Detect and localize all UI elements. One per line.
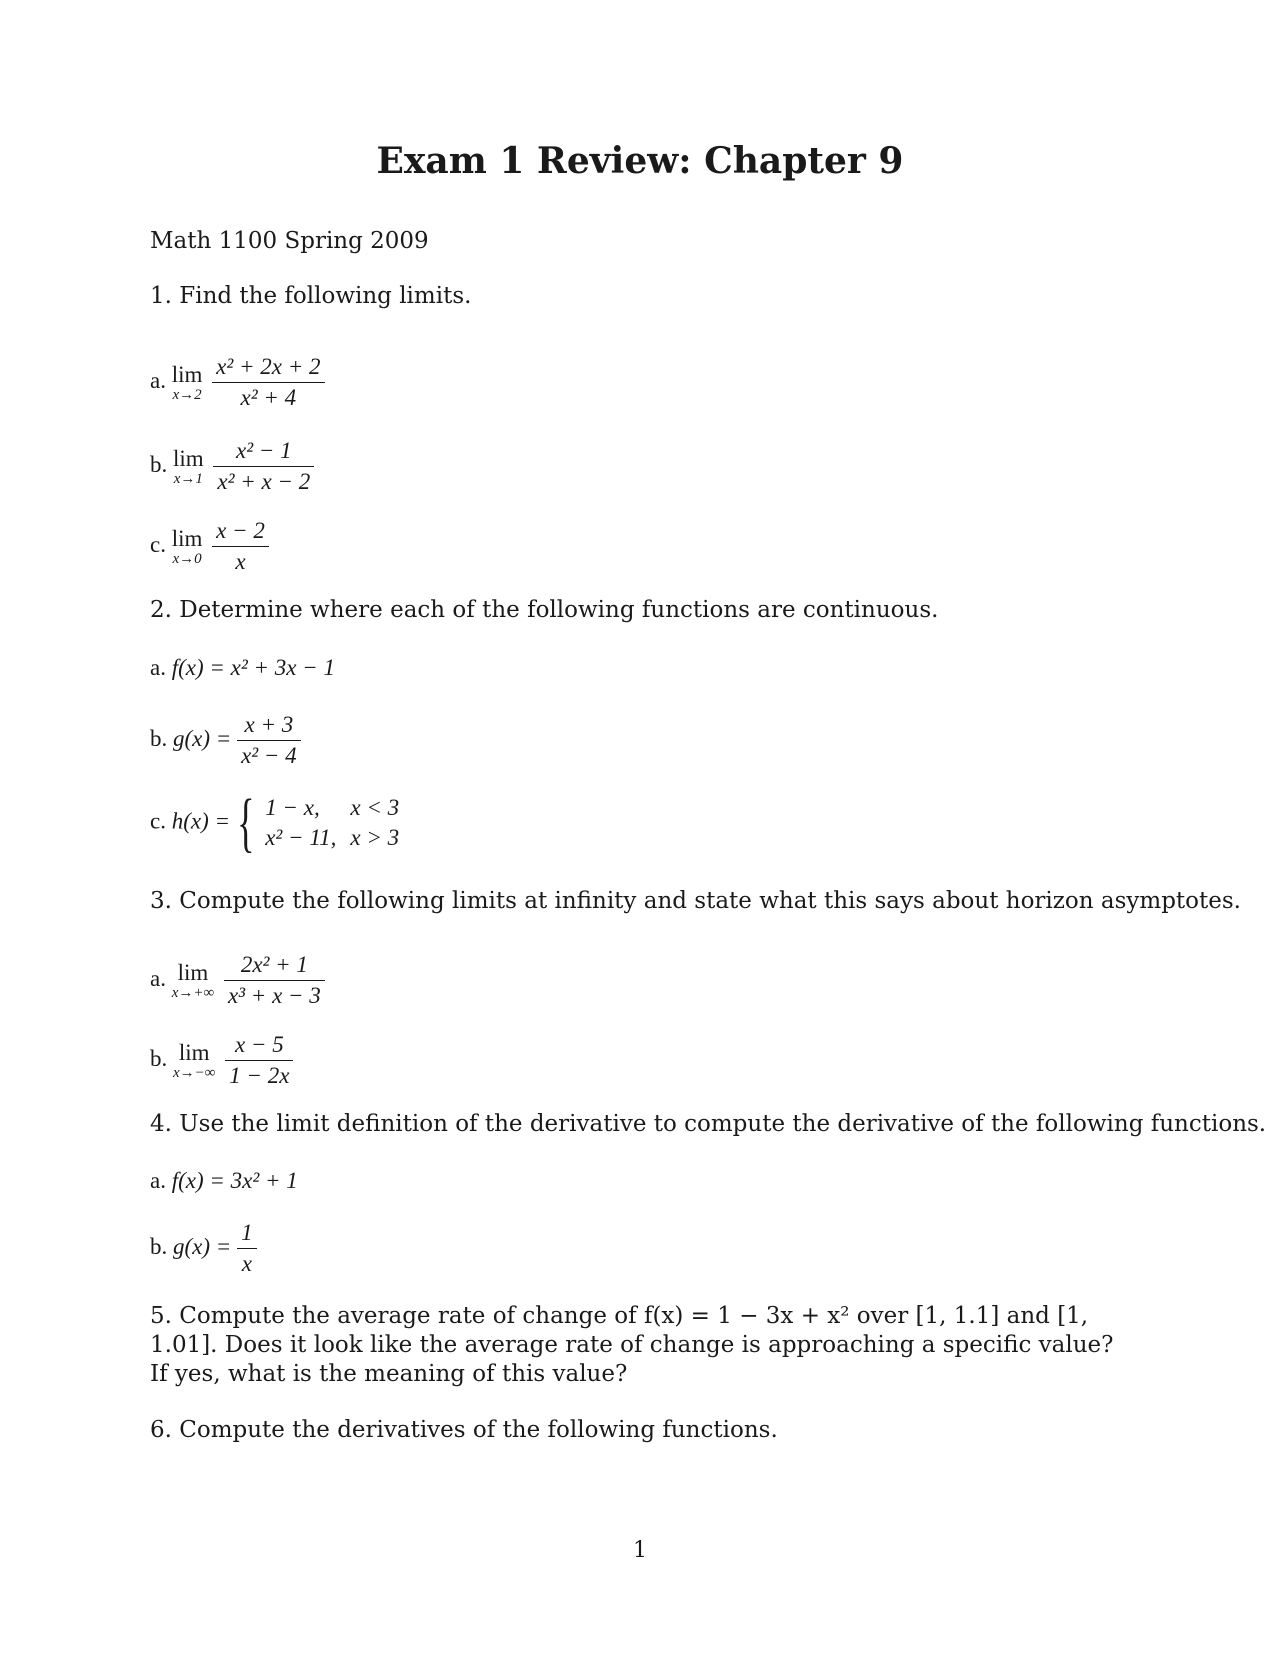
q1b-fraction (213, 436, 314, 497)
q3b-fraction (225, 1030, 293, 1091)
q4b-denominator: x (241, 1251, 252, 1276)
q1c-label: c. (150, 531, 166, 557)
q1c-denominator: x (235, 549, 246, 574)
q4b-fraction (237, 1218, 257, 1279)
q4b-lhs: g(x) = (173, 1233, 238, 1259)
q4a-rhs: 3x² + 1 (230, 1168, 298, 1193)
q1b-limit: lim x→1 (173, 445, 204, 487)
q1c-numerator: x − 2 (212, 516, 269, 547)
q2c-label: c. (150, 808, 166, 834)
q3-prompt: 3. Compute the following limits at infinity and state what this says about horizon asymptotes. (150, 888, 1241, 914)
q3a-item (150, 950, 325, 1011)
q2c-case2-cond: x > 3 (350, 825, 400, 850)
q2b-lhs: g(x) = (173, 725, 238, 751)
q1b-item (150, 436, 314, 497)
q1a-label: a. (150, 367, 166, 393)
q3a-denominator: x³ + x − 3 (227, 983, 321, 1008)
q3b-denominator: 1 − 2x (229, 1063, 290, 1088)
q1a-denominator: x² + 4 (240, 385, 297, 410)
page-title: Exam 1 Review: Chapter 9 (376, 140, 904, 182)
q2c-case1-expr: 1 − x, (265, 795, 320, 820)
q4b-item (150, 1218, 257, 1279)
q2b-item (150, 710, 301, 771)
q2b-label: b. (150, 725, 168, 751)
q1c-fraction (212, 516, 269, 577)
q1b-label: b. (150, 451, 168, 477)
q1c-limit: lim x→0 (171, 525, 203, 567)
q3b-item (150, 1030, 293, 1091)
q5-text: 5. Compute the average rate of change of f(x) = 1 − 3x + x² over [1, 1.1] and [1, 1.01]. Does it look like the average rate of change is approaching a specific value? If yes, what is the meaning of this value? (150, 1303, 1114, 1387)
q2a-lhs: f(x) = (171, 655, 231, 680)
q2c-item (150, 786, 409, 859)
q2c-lhs: h(x) = (171, 808, 236, 834)
q3b-numerator: x − 5 (225, 1030, 293, 1061)
q2-prompt: 2. Determine where each of the following functions are continuous. (150, 597, 939, 623)
q4a-lhs: f(x) = (171, 1168, 231, 1193)
q1b-denominator: x² + x − 2 (217, 469, 311, 494)
q2b-numerator: x + 3 (237, 710, 301, 741)
q3a-label: a. (150, 965, 166, 991)
q1b-numerator: x² − 1 (213, 436, 314, 467)
course-info: Math 1100 Spring 2009 (150, 228, 429, 254)
q1a-limit: lim x→2 (171, 361, 203, 403)
q2b-denominator: x² − 4 (241, 743, 297, 768)
q4a-label: a. (150, 1168, 166, 1193)
q1a-numerator: x² + 2x + 2 (212, 352, 324, 383)
q2a-item (150, 655, 335, 681)
q2c-case2-expr: x² − 11, (265, 825, 337, 850)
q1a-item (150, 352, 325, 413)
q3b-limit: lim x→−∞ (173, 1039, 216, 1081)
q2a-rhs: x² + 3x − 1 (230, 655, 336, 680)
left-brace: { (236, 786, 255, 859)
q3a-limit: lim x→+∞ (171, 959, 215, 1001)
q4b-numerator: 1 (237, 1218, 257, 1249)
q6-prompt: 6. Compute the derivatives of the following functions. (150, 1417, 778, 1443)
q2b-fraction (237, 710, 301, 771)
q2c-case1-cond: x < 3 (350, 795, 400, 820)
q1a-fraction (212, 352, 324, 413)
q2c-cases (261, 793, 409, 853)
q3a-fraction (224, 950, 325, 1011)
q1-prompt: 1. Find the following limits. (150, 283, 472, 309)
q4-prompt: 4. Use the limit definition of the derivative to compute the derivative of the following functions. (150, 1111, 1267, 1137)
q3a-numerator: 2x² + 1 (224, 950, 325, 981)
q1c-item (150, 516, 269, 577)
q3b-label: b. (150, 1045, 168, 1071)
page-number: 1 (633, 1538, 647, 1563)
q2a-label: a. (150, 655, 166, 680)
q4b-label: b. (150, 1233, 168, 1259)
q4a-item (150, 1168, 298, 1194)
